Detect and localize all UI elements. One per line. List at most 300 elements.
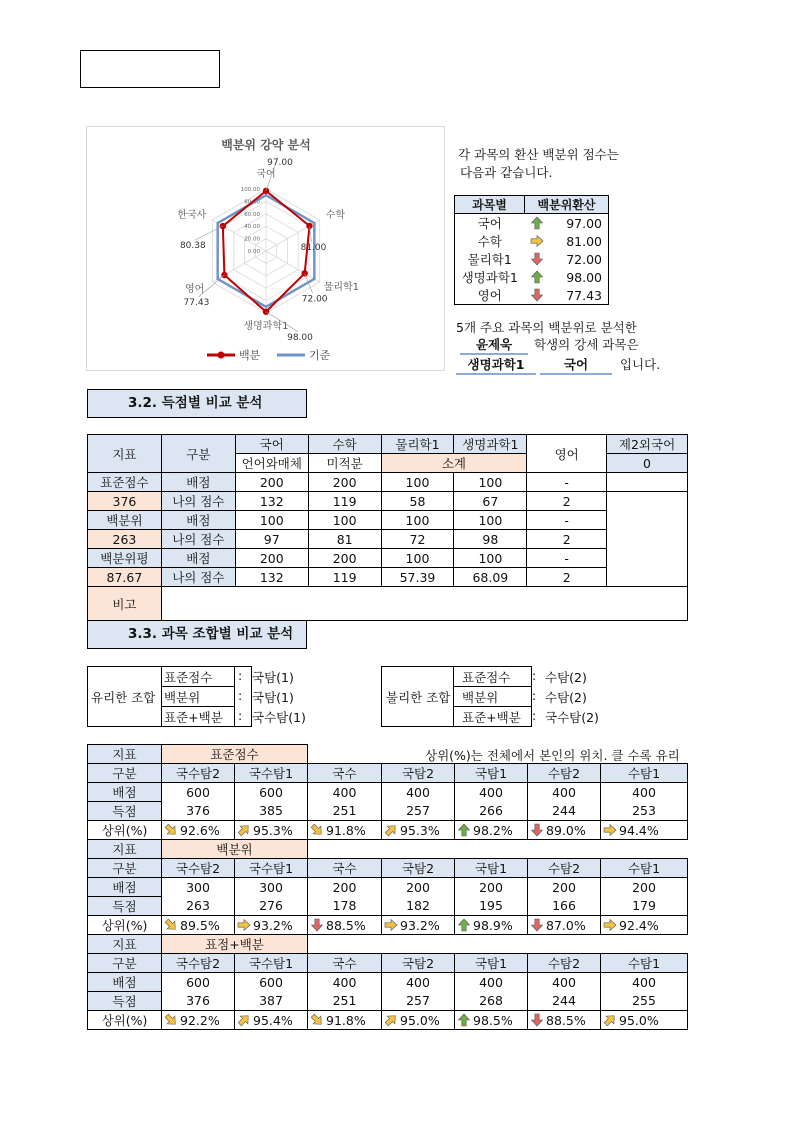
combo-max-cell: 400 bbox=[455, 783, 528, 802]
t32-sub-kor: 언어와매체 bbox=[235, 454, 308, 473]
t32-value-cell: - bbox=[527, 511, 607, 530]
conv-value: 98.00 bbox=[551, 268, 609, 286]
right-arrow-icon bbox=[603, 823, 617, 837]
t32-index-cell: 표준점수 bbox=[88, 473, 162, 492]
good-divider-2 bbox=[234, 666, 235, 727]
combo-max-cell: 600 bbox=[235, 783, 308, 802]
t32-value-cell: 200 bbox=[235, 473, 308, 492]
combo-index-row bbox=[88, 745, 688, 764]
conv-value: 77.43 bbox=[551, 286, 609, 305]
t32-value-cell: 97 bbox=[235, 530, 308, 549]
right-arrow-icon bbox=[237, 918, 251, 932]
t32-header-bio: 생명과학1 bbox=[454, 435, 527, 454]
combo-index-blank bbox=[308, 935, 688, 954]
combo-rank-cell bbox=[235, 1011, 308, 1030]
combo-score-cell: 166 bbox=[528, 897, 601, 916]
combo-rank-cell bbox=[528, 1011, 601, 1030]
combo-value: 국수탐(1) bbox=[252, 710, 306, 725]
combo-score-cell: 244 bbox=[528, 992, 601, 1011]
combo-colon: : bbox=[238, 668, 243, 683]
intro-text bbox=[458, 146, 619, 182]
radar-tick-label: 60.00 bbox=[244, 211, 260, 218]
conv-subject: 물리학1 bbox=[455, 250, 525, 268]
downright-arrow-icon bbox=[310, 1013, 324, 1027]
upright-arrow-icon bbox=[237, 1013, 251, 1027]
combo-col-header: 국탐1 bbox=[455, 859, 528, 878]
combo-score-label: 득점 bbox=[88, 897, 162, 916]
rank-value: 98.9% bbox=[473, 917, 513, 933]
combo-rank-cell bbox=[235, 821, 308, 840]
combo-col-header: 국수 bbox=[308, 859, 382, 878]
table-row bbox=[88, 568, 688, 587]
t32-sub-math: 미적분 bbox=[308, 454, 381, 473]
combo-score-cell: 195 bbox=[455, 897, 528, 916]
t32-value-cell: 100 bbox=[381, 511, 454, 530]
combo-colon: : bbox=[238, 688, 243, 703]
combo-rank-cell bbox=[162, 916, 235, 935]
right-arrow-icon bbox=[384, 918, 398, 932]
combo-max-cell: 300 bbox=[162, 878, 235, 897]
strong-subject-2: 국어 bbox=[540, 355, 612, 375]
t32-second-value: 0 bbox=[607, 454, 688, 473]
radar-value-label: 81.00 bbox=[300, 242, 327, 253]
combo-score-cell: 276 bbox=[235, 897, 308, 916]
combo-key: 표준+백분 bbox=[462, 710, 521, 725]
t32-sub-sum: 소계 bbox=[381, 454, 527, 473]
t32-value-cell: 81 bbox=[308, 530, 381, 549]
combo-index-blank bbox=[308, 745, 688, 764]
t32-header-english: 영어 bbox=[527, 435, 607, 473]
rank-value: 95.4% bbox=[253, 1012, 293, 1028]
combo-key: 표준+백분 bbox=[164, 710, 223, 725]
combo-score-cell: 376 bbox=[162, 992, 235, 1011]
upright-arrow-icon bbox=[237, 823, 251, 837]
combo-max-cell: 200 bbox=[601, 878, 688, 897]
t32-remark-label: 비고 bbox=[88, 587, 162, 621]
combo-rank-cell bbox=[601, 916, 688, 935]
table-row bbox=[88, 1011, 688, 1030]
t32-header-index: 지표 bbox=[88, 435, 162, 473]
conversion-table bbox=[454, 195, 609, 305]
rank-value: 98.2% bbox=[473, 822, 513, 838]
rank-value: 89.5% bbox=[180, 917, 220, 933]
downright-arrow-icon bbox=[164, 1013, 178, 1027]
t32-value-cell: 72 bbox=[381, 530, 454, 549]
conv-row bbox=[455, 268, 609, 286]
combo-rank-cell bbox=[382, 1011, 455, 1030]
up-arrow-icon bbox=[530, 270, 544, 284]
conv-header-subject: 과목별 bbox=[455, 196, 525, 214]
combo-max-cell: 600 bbox=[235, 973, 308, 992]
conv-value: 97.00 bbox=[551, 214, 609, 233]
combo-col-header: 국수 bbox=[308, 764, 382, 783]
combo-max-cell: 400 bbox=[455, 973, 528, 992]
radar-spoke bbox=[212, 251, 266, 282]
combo-index-blank bbox=[308, 840, 688, 859]
rank-value: 88.5% bbox=[546, 1012, 586, 1028]
combo-index-label: 지표 bbox=[88, 935, 162, 954]
radar-value-label: 98.00 bbox=[287, 332, 313, 343]
t32-second-blank bbox=[607, 473, 688, 492]
t32-index-cell: 376 bbox=[88, 492, 162, 511]
table-row bbox=[88, 878, 688, 897]
legend-기준-label: 기준 bbox=[309, 349, 331, 362]
combo-score-cell: 257 bbox=[382, 802, 455, 821]
radar-tick-label: 20.00 bbox=[244, 236, 260, 243]
combo-header-row bbox=[88, 764, 688, 783]
combo-colon: : bbox=[238, 708, 243, 723]
table-row bbox=[88, 549, 688, 568]
combo-max-cell: 400 bbox=[601, 783, 688, 802]
radar-spoke bbox=[266, 251, 320, 282]
combo-colon: : bbox=[532, 708, 537, 723]
combo-col-header: 국탐1 bbox=[455, 764, 528, 783]
t32-header-kor: 국어 bbox=[235, 435, 308, 454]
table-row bbox=[88, 992, 688, 1011]
chart-title: 백분위 강약 분석 bbox=[221, 138, 311, 152]
rank-value: 95.3% bbox=[253, 822, 293, 838]
section-3-2-title: 3.2. 득점별 비교 분석 bbox=[87, 389, 307, 418]
upright-arrow-icon bbox=[384, 1013, 398, 1027]
table-row bbox=[88, 802, 688, 821]
t32-value-cell: 200 bbox=[308, 549, 381, 568]
radar-category-label: 수학 bbox=[325, 210, 346, 221]
rank-value: 91.8% bbox=[326, 822, 366, 838]
conv-row bbox=[455, 286, 609, 305]
combo-col-header: 국탐2 bbox=[382, 859, 455, 878]
combo-colon: : bbox=[532, 668, 537, 683]
strong-line-1 bbox=[456, 318, 637, 336]
combo-score-cell: 178 bbox=[308, 897, 382, 916]
combo-max-cell: 400 bbox=[528, 783, 601, 802]
rank-value: 98.5% bbox=[473, 1012, 513, 1028]
t32-gubun-cell: 나의 점수 bbox=[161, 568, 235, 587]
combo-max-cell: 400 bbox=[308, 783, 382, 802]
combo-score-cell: 387 bbox=[235, 992, 308, 1011]
strong-text-3: 입니다. bbox=[619, 357, 661, 372]
combo-col-header: 국탐1 bbox=[455, 954, 528, 973]
combo-rank-cell bbox=[528, 916, 601, 935]
rank-value: 92.6% bbox=[180, 822, 220, 838]
student-name: 윤제욱 bbox=[460, 335, 528, 355]
conv-subject: 생명과학1 bbox=[455, 268, 525, 286]
down-arrow-icon bbox=[530, 1013, 544, 1027]
combo-max-cell: 600 bbox=[162, 973, 235, 992]
combo-rank-label: 상위(%) bbox=[88, 1011, 162, 1030]
t32-header-phys: 물리학1 bbox=[381, 435, 454, 454]
conv-row bbox=[455, 214, 609, 233]
t32-value-cell: 132 bbox=[235, 568, 308, 587]
combo-rank-label: 상위(%) bbox=[88, 916, 162, 935]
combo-col-header: 수탐2 bbox=[528, 954, 601, 973]
combo-rank-cell bbox=[601, 821, 688, 840]
header-blank-box bbox=[80, 50, 220, 88]
combo-rank-cell bbox=[455, 1011, 528, 1030]
t32-header-math: 수학 bbox=[308, 435, 381, 454]
radar-chart bbox=[87, 127, 446, 372]
t32-header-gubun: 구분 bbox=[161, 435, 235, 473]
conv-arrow-cell bbox=[525, 214, 551, 233]
down-arrow-icon bbox=[310, 918, 324, 932]
combo-col-header: 국수탐2 bbox=[162, 764, 235, 783]
combo-score-cell: 385 bbox=[235, 802, 308, 821]
strong-line-2 bbox=[456, 335, 639, 355]
combo-max-label: 배점 bbox=[88, 783, 162, 802]
radar-tick-label: 80.00 bbox=[244, 199, 260, 206]
combo-max-cell: 200 bbox=[455, 878, 528, 897]
combo-max-cell: 200 bbox=[382, 878, 455, 897]
legend-백분-marker bbox=[218, 352, 225, 359]
combo-key: 표준점수 bbox=[164, 670, 213, 685]
table-row bbox=[88, 897, 688, 916]
conv-value: 72.00 bbox=[551, 250, 609, 268]
radar-category-label: 생명과학1 bbox=[243, 321, 289, 332]
down-arrow-icon bbox=[530, 823, 544, 837]
rank-value: 95.3% bbox=[400, 822, 440, 838]
t32-gubun-cell: 배점 bbox=[161, 511, 235, 530]
good-combo-divider bbox=[161, 666, 162, 727]
combo-col-header: 수탐2 bbox=[528, 764, 601, 783]
t32-value-cell: 100 bbox=[454, 473, 527, 492]
combo-max-label: 배점 bbox=[88, 878, 162, 897]
conv-arrow-cell bbox=[525, 268, 551, 286]
table-row bbox=[88, 821, 688, 840]
t32-remark-cell bbox=[161, 587, 687, 621]
right-arrow-icon bbox=[530, 234, 544, 248]
combo-rank-cell bbox=[382, 821, 455, 840]
combo-col-header: 국수탐1 bbox=[235, 764, 308, 783]
combo-max-cell: 400 bbox=[382, 973, 455, 992]
table-row bbox=[88, 492, 688, 511]
combo-rank-cell bbox=[162, 1011, 235, 1030]
combo-block-name: 표점+백분 bbox=[162, 935, 308, 954]
rank-value: 88.5% bbox=[326, 917, 366, 933]
combo-col-header: 국수 bbox=[308, 954, 382, 973]
combo-max-cell: 400 bbox=[601, 973, 688, 992]
combo-max-cell: 600 bbox=[162, 783, 235, 802]
radar-tick-label: 0.00 bbox=[247, 249, 260, 255]
t32-value-cell: 100 bbox=[381, 549, 454, 568]
combo-max-label: 배점 bbox=[88, 973, 162, 992]
combo-score-cell: 251 bbox=[308, 992, 382, 1011]
conv-subject: 영어 bbox=[455, 286, 525, 305]
t32-gubun-cell: 나의 점수 bbox=[161, 530, 235, 549]
combo-colon: : bbox=[532, 688, 537, 703]
bad-line-2 bbox=[453, 706, 531, 707]
combo-rank-cell bbox=[455, 821, 528, 840]
combo-key: 백분위 bbox=[462, 690, 499, 705]
rank-value: 92.4% bbox=[619, 917, 659, 933]
combo-col-header: 국탐2 bbox=[382, 764, 455, 783]
combo-max-cell: 400 bbox=[308, 973, 382, 992]
combo-score-cell: 182 bbox=[382, 897, 455, 916]
good-line-1 bbox=[161, 686, 234, 687]
combo-value: 국수탐(2) bbox=[545, 710, 599, 725]
combo-comparison-table bbox=[87, 744, 688, 1030]
t32-gubun-cell: 나의 점수 bbox=[161, 492, 235, 511]
upright-arrow-icon bbox=[384, 823, 398, 837]
rank-value: 95.0% bbox=[619, 1012, 659, 1028]
t32-value-cell: 132 bbox=[235, 492, 308, 511]
rank-value: 87.0% bbox=[546, 917, 586, 933]
combo-max-cell: 400 bbox=[382, 783, 455, 802]
combo-gubun-label: 구분 bbox=[88, 954, 162, 973]
table-row bbox=[88, 973, 688, 992]
strong-text-2: 학생의 강세 과목은 bbox=[533, 337, 639, 352]
rank-value: 93.2% bbox=[253, 917, 293, 933]
conv-arrow-cell bbox=[525, 232, 551, 250]
combo-rank-cell bbox=[455, 916, 528, 935]
combo-index-label: 지표 bbox=[88, 745, 162, 764]
combo-score-cell: 255 bbox=[601, 992, 688, 1011]
combo-rank-cell bbox=[601, 1011, 688, 1030]
right-arrow-icon bbox=[603, 918, 617, 932]
conv-arrow-cell bbox=[525, 250, 551, 268]
t32-value-cell: 100 bbox=[308, 511, 381, 530]
combo-header-row bbox=[88, 954, 688, 973]
combo-score-cell: 257 bbox=[382, 992, 455, 1011]
combo-score-label: 득점 bbox=[88, 802, 162, 821]
t32-index-cell: 백분위 bbox=[88, 511, 162, 530]
intro-line-2: 다음과 같습니다. bbox=[460, 165, 553, 180]
t32-value-cell: 100 bbox=[454, 549, 527, 568]
radar-category-label: 영어 bbox=[184, 284, 205, 295]
combo-max-cell: 300 bbox=[235, 878, 308, 897]
combo-rank-cell bbox=[162, 821, 235, 840]
combo-score-cell: 268 bbox=[455, 992, 528, 1011]
radar-chart-card bbox=[86, 126, 445, 371]
combo-max-cell: 200 bbox=[308, 878, 382, 897]
combo-value: 국탐(1) bbox=[252, 670, 294, 685]
radar-category-label: 국어 bbox=[256, 169, 276, 180]
conv-header-percentile: 백분위환산 bbox=[525, 196, 609, 214]
upright-arrow-icon bbox=[603, 1013, 617, 1027]
combo-score-cell: 251 bbox=[308, 802, 382, 821]
combo-score-cell: 179 bbox=[601, 897, 688, 916]
t32-value-cell: 100 bbox=[454, 511, 527, 530]
combo-score-cell: 266 bbox=[455, 802, 528, 821]
rank-value: 91.8% bbox=[326, 1012, 366, 1028]
up-arrow-icon bbox=[530, 216, 544, 230]
combo-value: 수탐(2) bbox=[545, 670, 587, 685]
combo-col-header: 수탐1 bbox=[601, 859, 688, 878]
downright-arrow-icon bbox=[164, 918, 178, 932]
good-combo-label: 유리한 조합 bbox=[91, 690, 156, 705]
combo-score-cell: 263 bbox=[162, 897, 235, 916]
radar-category-label: 물리학1 bbox=[323, 282, 360, 293]
up-arrow-icon bbox=[457, 918, 471, 932]
combo-col-header: 국수탐2 bbox=[162, 954, 235, 973]
conv-arrow-cell bbox=[525, 286, 551, 305]
combo-key: 표준점수 bbox=[462, 670, 511, 685]
combo-col-header: 수탐1 bbox=[601, 954, 688, 973]
radar-value-label: 72.00 bbox=[301, 294, 328, 305]
t32-value-cell: 57.39 bbox=[381, 568, 454, 587]
combo-col-header: 수탐2 bbox=[528, 859, 601, 878]
downright-arrow-icon bbox=[164, 823, 178, 837]
t32-gubun-cell: 배점 bbox=[161, 549, 235, 568]
t32-value-cell: 200 bbox=[235, 549, 308, 568]
t32-value-cell: 98 bbox=[454, 530, 527, 549]
combo-rank-cell bbox=[308, 1011, 382, 1030]
combo-gubun-label: 구분 bbox=[88, 859, 162, 878]
table-row bbox=[88, 511, 688, 530]
conv-subject: 국어 bbox=[455, 214, 525, 233]
t32-value-cell: 2 bbox=[527, 530, 607, 549]
t32-index-cell: 87.67 bbox=[88, 568, 162, 587]
t32-value-cell: 67 bbox=[454, 492, 527, 511]
down-arrow-icon bbox=[530, 918, 544, 932]
rank-value: 94.4% bbox=[619, 822, 659, 838]
combo-max-cell: 200 bbox=[528, 878, 601, 897]
t32-header-second: 제2외국어 bbox=[607, 435, 688, 454]
combo-col-header: 국수탐2 bbox=[162, 859, 235, 878]
combo-score-cell: 244 bbox=[528, 802, 601, 821]
conv-row bbox=[455, 232, 609, 250]
t32-value-cell: 119 bbox=[308, 568, 381, 587]
t32-value-cell: 100 bbox=[381, 473, 454, 492]
combo-rank-cell bbox=[235, 916, 308, 935]
radar-tick-label: 100.00 bbox=[240, 187, 260, 193]
t32-gubun-cell: 배점 bbox=[161, 473, 235, 492]
table-row bbox=[88, 473, 688, 492]
good-line-2 bbox=[161, 706, 234, 707]
combo-header-row bbox=[88, 859, 688, 878]
combo-col-header: 국탐2 bbox=[382, 954, 455, 973]
combo-rank-cell bbox=[528, 821, 601, 840]
combo-block-name: 백분위 bbox=[162, 840, 308, 859]
combo-score-cell: 376 bbox=[162, 802, 235, 821]
rank-value: 92.2% bbox=[180, 1012, 220, 1028]
table-row bbox=[88, 530, 688, 549]
up-arrow-icon bbox=[457, 823, 471, 837]
rank-value: 93.2% bbox=[400, 917, 440, 933]
intro-line-1: 각 과목의 환산 백분위 점수는 bbox=[458, 147, 619, 162]
conv-value: 81.00 bbox=[551, 232, 609, 250]
series-백분-point bbox=[301, 270, 307, 276]
t32-value-cell: 2 bbox=[527, 492, 607, 511]
table-row bbox=[88, 783, 688, 802]
radar-tick-label: 40.00 bbox=[244, 224, 260, 231]
bad-line-1 bbox=[453, 686, 531, 687]
combo-key: 백분위 bbox=[164, 690, 201, 705]
t32-value-cell: 58 bbox=[381, 492, 454, 511]
combo-rank-cell bbox=[382, 916, 455, 935]
combo-max-cell: 400 bbox=[528, 973, 601, 992]
combo-block-name: 표준점수 bbox=[162, 745, 308, 764]
rank-value: 89.0% bbox=[546, 822, 586, 838]
downright-arrow-icon bbox=[310, 823, 324, 837]
up-arrow-icon bbox=[457, 1013, 471, 1027]
combo-value: 수탐(2) bbox=[545, 690, 587, 705]
t32-value-cell: 68.09 bbox=[454, 568, 527, 587]
legend-백분-label: 백분 bbox=[239, 349, 261, 362]
combo-col-header: 국수탐1 bbox=[235, 954, 308, 973]
radar-value-label: 77.43 bbox=[183, 298, 210, 309]
strong-line-3 bbox=[456, 355, 660, 375]
t32-index-cell: 263 bbox=[88, 530, 162, 549]
bad-combo-divider bbox=[453, 666, 454, 727]
table-row bbox=[88, 916, 688, 935]
rank-value: 95.0% bbox=[400, 1012, 440, 1028]
strong-subject-1: 생명과학1 bbox=[456, 355, 536, 375]
combo-col-header: 국수탐1 bbox=[235, 859, 308, 878]
strong-text-1: 5개 주요 과목의 백분위로 분석한 bbox=[456, 320, 637, 335]
rank-note: 상위(%)는 전체에서 본인의 위치. 클 수록 유리 bbox=[425, 748, 680, 763]
t32-value-cell: - bbox=[527, 549, 607, 568]
radar-category-label: 한국사 bbox=[177, 210, 207, 221]
radar-value-label: 97.00 bbox=[267, 157, 293, 168]
